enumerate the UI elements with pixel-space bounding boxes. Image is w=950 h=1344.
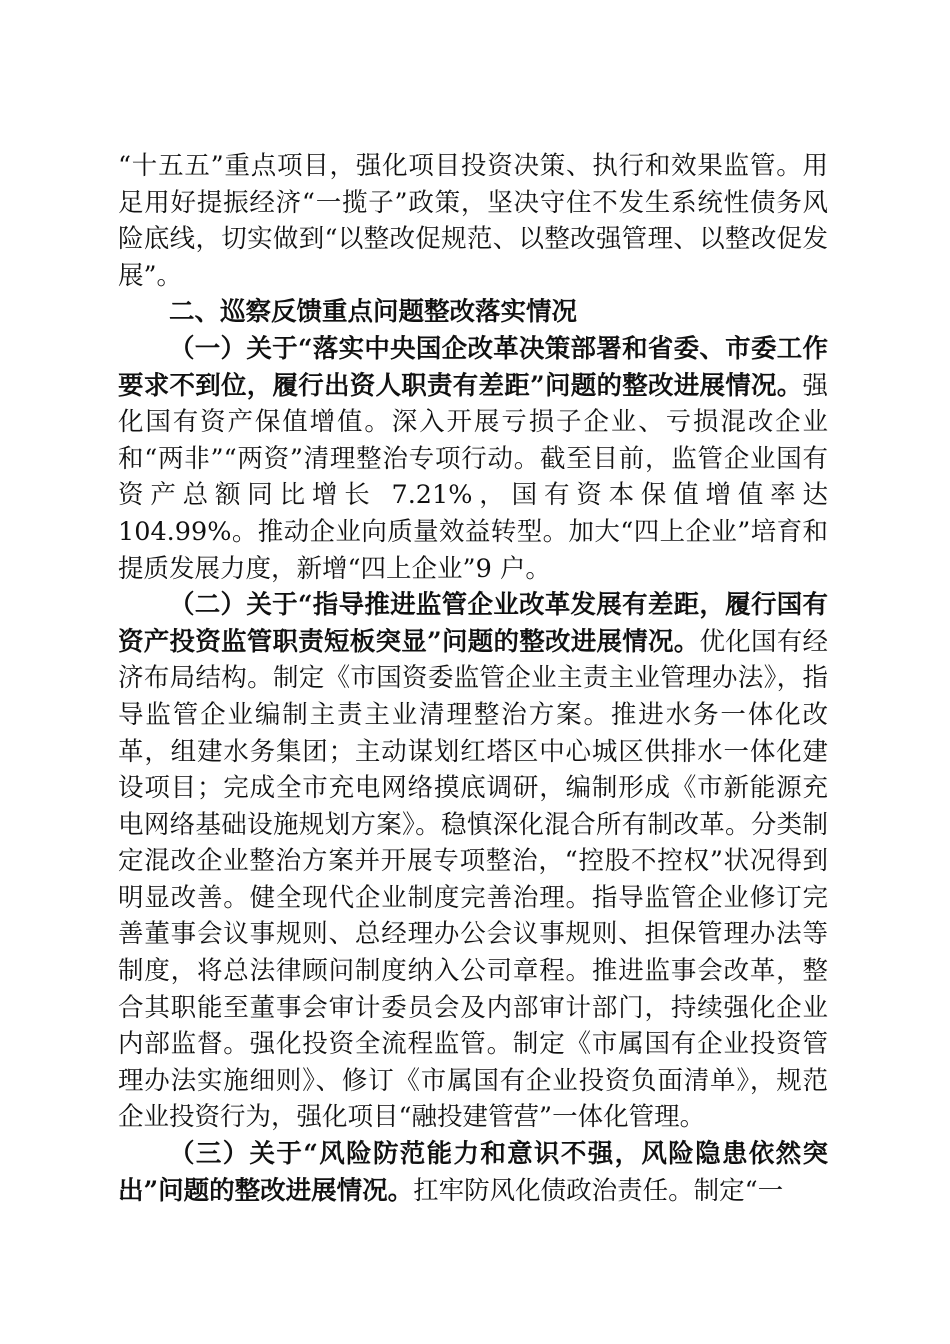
paragraph-item-1 [118,331,828,587]
paragraph-item-3 [118,1136,828,1209]
section-heading [118,294,828,331]
paragraph-text: 强化国有资产保值增值。深入开展亏损子企业、亏损混改企业和“两非”“两资”清理整治专项行动。截至目前，监管企业国有资产总额同比增长 7.21%，国有资本保值增值率达104.99%。推动企业向质量效益转型。加大“四上企业”培育和提质发展力度，新增“四上企业”9 户。 [118,370,828,584]
paragraph-lead: （一）关于“落实中央国企改革决策部署和省委、市委工作要求不到位，履行出资人职责有差距”问题的整改进展情况。 [118,333,828,401]
paragraph-continuation [118,148,828,294]
document-body [118,148,828,1209]
paragraph-text: 优化国有经济布局结构。制定《市国资委监管企业主责主业管理办法》，指导监管企业编制主责主业清理整治方案。推进水务一体化改革，组建水务集团；主动谋划红塔区中心城区供排水一体化建设项目；完成全市充电网络摸底调研，编制形成《市新能源充电网络基础设施规划方案》。稳慎深化混合所有制改革。分类制定混改企业整治方案并开展专项整治，“控股不控权”状况得到明显改善。健全现代企业制度完善治理。指导监管企业修订完善董事会议事规则、总经理办公会议事规则、担保管理办法等制度，将总法律顾问制度纳入公司章程。推进监事会改革，整合其职能至董事会审计委员会及内部审计部门，持续强化企业内部监督。强化投资全流程监管。制定《市属国有企业投资管理办法实施细则》、修订《市属国有企业投资负面清单》，规范企业投资行为，强化项目“融投建管营”一体化管理。 [118,626,828,1133]
paragraph-lead: （二）关于“指导推进监管企业改革发展有差距，履行国有资产投资监管职责短板突显”问题的整改进展情况。 [118,590,828,657]
paragraph-text: “十五五”重点项目，强化项目投资决策、执行和效果监管。用足用好提振经济“一揽子”政策，坚决守住不发生系统性债务风险底线，切实做到“以整改促规范、以整改强管理、以整改促发展”。 [118,151,828,291]
paragraph-lead: （三）关于“风险防范能力和意识不强，风险隐患依然突出”问题的整改进展情况。 [118,1139,828,1206]
paragraph-text: 扛牢防风化债政治责任。制定“一 [413,1175,784,1206]
section-heading-text: 二、巡察反馈重点问题整改落实情况 [169,297,578,328]
paragraph-item-2 [118,587,828,1136]
